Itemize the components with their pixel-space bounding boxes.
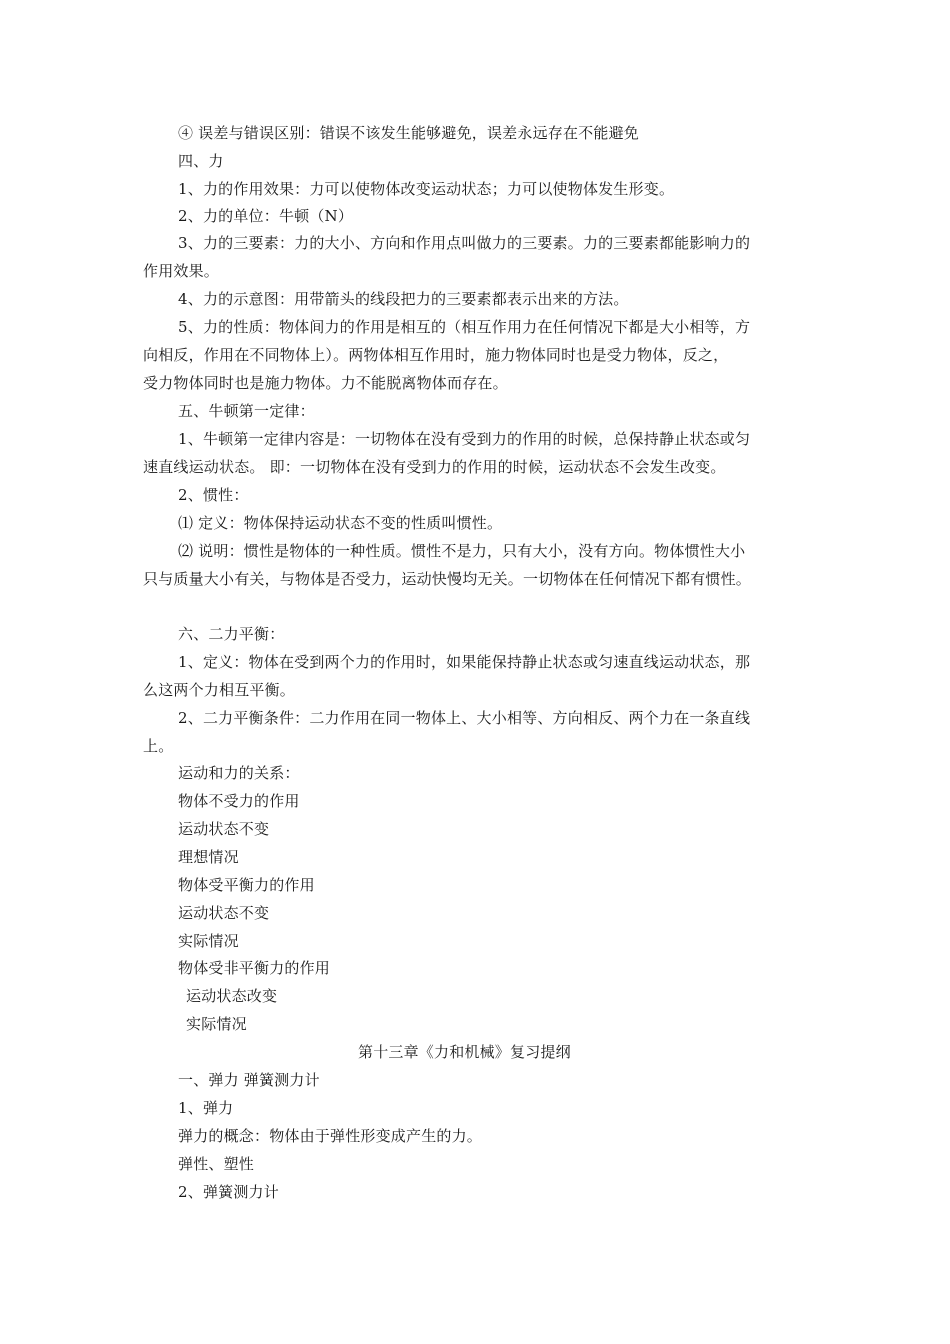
text-line-actual-case-2: 实际情况	[186, 1015, 247, 1033]
text-line-force-effect: 1、力的作用效果：力可以使物体改变运动状态；力可以使物体发生形变。	[178, 180, 675, 198]
text-line-force-elements: 3、力的三要素：力的大小、方向和作用点叫做力的三要素。力的三要素都能影响力的	[178, 234, 751, 252]
text-line-newton-law-cont: 速直线运动状态。 即：一切物体在没有受到力的作用的时候，运动状态不会发生改变。	[143, 458, 726, 476]
section-heading-elastic-force: 一、弹力 弹簧测力计	[178, 1071, 320, 1089]
section-heading-newton-first-law: 五、牛顿第一定律：	[178, 402, 315, 420]
text-line-balance-condition: 2、二力平衡条件：二力作用在同一物体上、大小相等、方向相反、两个力在一条直线	[178, 709, 751, 727]
text-line-newton-law-content: 1、牛顿第一定律内容是：一切物体在没有受到力的作用的时候，总保持静止状态或匀	[178, 430, 751, 448]
text-line-inertia-explanation-cont: 只与质量大小有关，与物体是否受力，运动快慢均无关。一切物体在任何情况下都有惯性。	[143, 570, 752, 588]
text-line-elastic-concept: 弹力的概念：物体由于弹性形变成产生的力。	[178, 1127, 483, 1145]
section-heading-two-force-balance: 六、二力平衡：	[178, 625, 285, 643]
text-line-elasticity-plasticity: 弹性、塑性	[178, 1155, 255, 1173]
text-line-balance-definition: 1、定义：物体在受到两个力的作用时，如果能保持静止状态或匀速直线运动状态，那	[178, 653, 751, 671]
text-line-elastic-force: 1、弹力	[178, 1099, 234, 1117]
text-line-motion-force-relation: 运动和力的关系：	[178, 764, 300, 782]
text-line-force-nature-cont1: 向相反，作用在不同物体上）。两物体相互作用时，施力物体同时也是受力物体，反之，	[143, 346, 729, 364]
text-line-inertia: 2、惯性：	[178, 486, 249, 504]
text-line-unbalanced-force: 物体受非平衡力的作用	[178, 959, 331, 977]
text-line-force-diagram: 4、力的示意图：用带箭头的线段把力的三要素都表示出来的方法。	[178, 290, 629, 308]
text-line-force-nature: 5、力的性质：物体间力的作用是相互的（相互作用力在任何情况下都是大小相等，方	[178, 318, 751, 336]
text-line-balance-condition-cont: 上。	[143, 737, 174, 755]
text-line-motion-unchanged-1: 运动状态不变	[178, 820, 270, 838]
text-line-ideal-case: 理想情况	[178, 848, 239, 866]
text-line-spring-scale: 2、弹簧测力计	[178, 1183, 279, 1201]
text-line-balance-definition-cont: 么这两个力相互平衡。	[143, 681, 296, 699]
text-line-force-elements-cont: 作用效果。	[143, 262, 220, 280]
text-line-actual-case-1: 实际情况	[178, 932, 239, 950]
text-line-motion-unchanged-2: 运动状态不变	[178, 904, 270, 922]
text-line-balanced-force: 物体受平衡力的作用	[178, 876, 315, 894]
text-line-inertia-explanation: ⑵ 说明：惯性是物体的一种性质。惯性不是力，只有大小，没有方向。物体惯性大小	[178, 542, 746, 560]
chapter-title: 第十三章《力和机械》复习提纲	[358, 1043, 571, 1061]
text-line-no-force: 物体不受力的作用	[178, 792, 300, 810]
section-heading-force: 四、力	[178, 152, 224, 170]
text-line-error-vs-mistake: ④ 误差与错误区别：错误不该发生能够避免，误差永远存在不能避免	[178, 124, 639, 142]
text-line-force-nature-cont2: 受力物体同时也是施力物体。力不能脱离物体而存在。	[143, 374, 508, 392]
text-line-force-unit: 2、力的单位：牛顿（N）	[178, 207, 354, 225]
text-line-motion-changed: 运动状态改变	[186, 987, 278, 1005]
text-line-inertia-definition: ⑴ 定义：物体保持运动状态不变的性质叫惯性。	[178, 514, 503, 532]
